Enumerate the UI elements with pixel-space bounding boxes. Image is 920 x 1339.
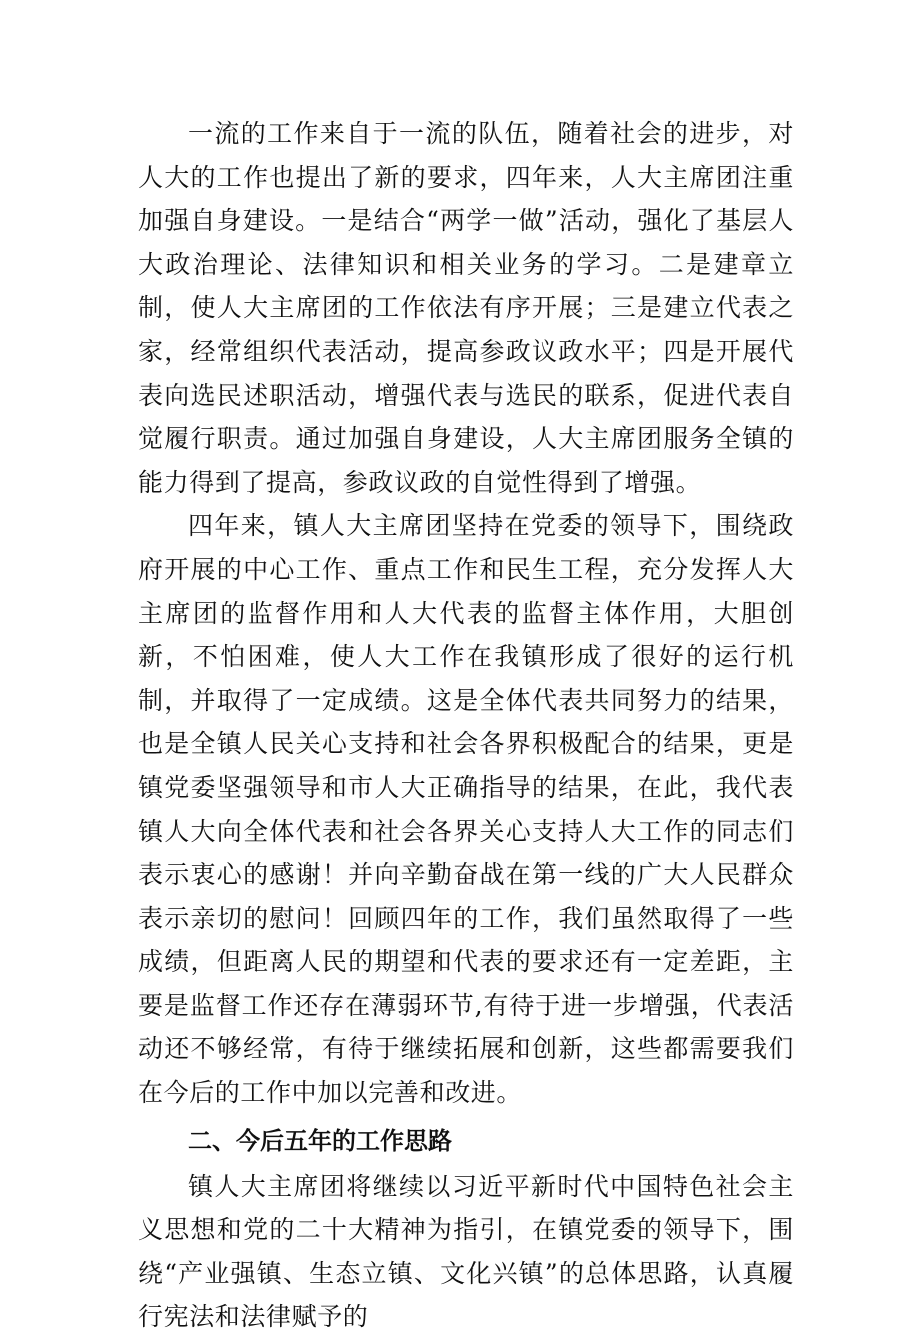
section-heading: 二、今后五年的工作思路 [188,1126,452,1155]
paragraph-self-building: 一流的工作来自于一流的队伍，随着社会的进步，对人大的工作也提出了新的要求，四年来，人大主席团注重加强自身建设。一是结合“两学一做”活动，强化了基层人大政治理论、法律知识和相关业务的学习。二是建章立制，使人大主席团的工作依法有序开展；三是建立代表之家，经常组织代表活动，提高参政议政水平；四是开展代表向选民述职活动，增强代表与选民的联系，促进代表自觉履行职责。通过加强自身建设，人大主席团服务全镇的能力得到了提高，参政议政的自觉性得到了增强。 [138,119,794,497]
paragraph-work-plan: 镇人大主席团将继续以习近平新时代中国特色社会主义思想和党的二十大精神为指引，在镇党委的领导下，围绕“产业强镇、生态立镇、文化兴镇”的总体思路，认真履行宪法和法律赋予的 [138,1171,794,1332]
paragraph-four-years-summary: 四年来，镇人大主席团坚持在党委的领导下，围绕政府开展的中心工作、重点工作和民生工程，充分发挥人大主席团的监督作用和人大代表的监督主体作用，大胆创新，不怕困难，使人大工作在我镇形成了很好的运行机制，并取得了一定成绩。这是全体代表共同努力的结果，也是全镇人民关心支持和社会各界积极配合的结果，更是镇党委坚强领导和市人大正确指导的结果，在此，我代表镇人大向全体代表和社会各界关心支持人大工作的同志们表示衷心的感谢！并向辛勤奋战在第一线的广大人民群众表示亲切的慰问！回顾四年的工作，我们虽然取得了一些成绩，但距离人民的期望和代表的要求还有一定差距，主要是监督工作还存在薄弱环节,有待于进一步增强，代表活动还不够经常，有待于继续拓展和创新，这些都需要我们在今后的工作中加以完善和改进。 [138,511,794,1108]
document-body [138,112,794,1339]
